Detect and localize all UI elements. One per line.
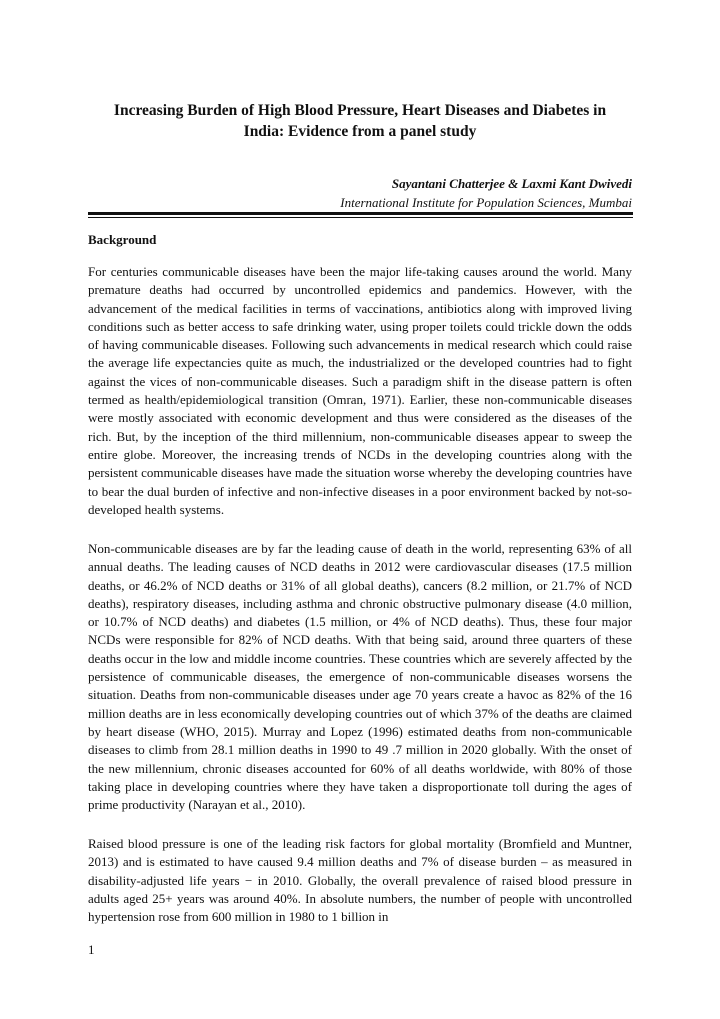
page-number: 1	[88, 942, 95, 957]
author-names: Sayantani Chatterjee & Laxmi Kant Dwivedi	[391, 176, 632, 191]
paper-title-line-2: India: Evidence from a panel study	[243, 123, 477, 140]
author-affiliation: International Institute for Population Sciences, Mumbai	[340, 195, 632, 210]
header-rule-thick	[88, 212, 633, 215]
body-paragraph-3: Raised blood pressure is one of the leading risk factors for global mortality (Bromfield and Muntner, 2013) and is estimated to have caused 9.4 million deaths and 7% of disease burden – as measured in disability-adjusted life years − in 2010. Globally, the overall prevalence of raised blood pressure in adults aged 25+ years was around 40%. In absolute numbers, the number of people with uncontrolled hypertension rose from 600 million in 1980 to 1 billion in	[88, 836, 632, 925]
paper-title-line-1: Increasing Burden of High Blood Pressure, Heart Diseases and Diabetes in	[113, 102, 607, 119]
author-block	[340, 174, 632, 212]
body-paragraph-1: For centuries communicable diseases have been the major life-taking causes around the world. Many premature deaths had occurred by uncontrolled epidemics and pandemics. However, with the advancement of the medical facilities in terms of vaccinations, antibiotics along with improved living conditions such as better access to safe drinking water, using proper toilets could trickle down the odds of having communicable diseases. Following such advancements in medical research which could raise the average life expectancies quite as much, the industrialized or the developed countries had to fight against the vices of non-communicable diseases. Such a paradigm shift in the disease pattern is often termed as health/epidemiological transition (Omran, 1971). Earlier, these non-communicable diseases were mostly associated with economic development and thus were considered as the diseases of the rich. But, by the inception of the third millennium, non-communicable diseases appear to sweep the entire globe. Moreover, the increasing trends of NCDs in the developing countries along with the persistent communicable diseases have made the situation worse whereby the developing countries have to bear the dual burden of infective and non-infective diseases in a poor environment backed by not-so-developed health systems.	[88, 264, 632, 517]
paper-title	[88, 100, 632, 142]
body-paragraph-2: Non-communicable diseases are by far the leading cause of death in the world, representing 63% of all annual deaths. The leading causes of NCD deaths in 2012 were cardiovascular diseases (17.5 million deaths, or 46.2% of NCD deaths or 31% of all global deaths), cancers (8.2 million, or 21.7% of NCD deaths), respiratory diseases, including asthma and chronic obstructive pulmonary disease (4.0 million, or 10.7% of NCD deaths) and diabetes (1.5 million, or 4% of NCD deaths). Thus, these four major NCDs were responsible for 82% of NCD deaths. With that being said, around three quarters of these deaths occur in the low and middle income countries. These countries which are severely affected by the persistence of communicable diseases, the emergence of non-communicable diseases worsens the situation. Deaths from non-communicable diseases under age 70 years create a havoc as 82% of the 16 million deaths are in less economically developing countries out of which 37% of the deaths are claimed by heart disease (WHO, 2015). Murray and Lopez (1996) estimated deaths from non-communicable diseases to climb from 28.1 million deaths in 1990 to 49 .7 million in 2020 globally. With the onset of the new millennium, chronic diseases accounted for 60% of all deaths worldwide, with 80% of those taking place in developing countries where they have taken a disproportionate toll during the ages of prime productivity (Narayan et al., 2010).	[88, 541, 632, 813]
header-rule-thin	[88, 217, 633, 218]
section-heading-background: Background	[88, 232, 157, 247]
